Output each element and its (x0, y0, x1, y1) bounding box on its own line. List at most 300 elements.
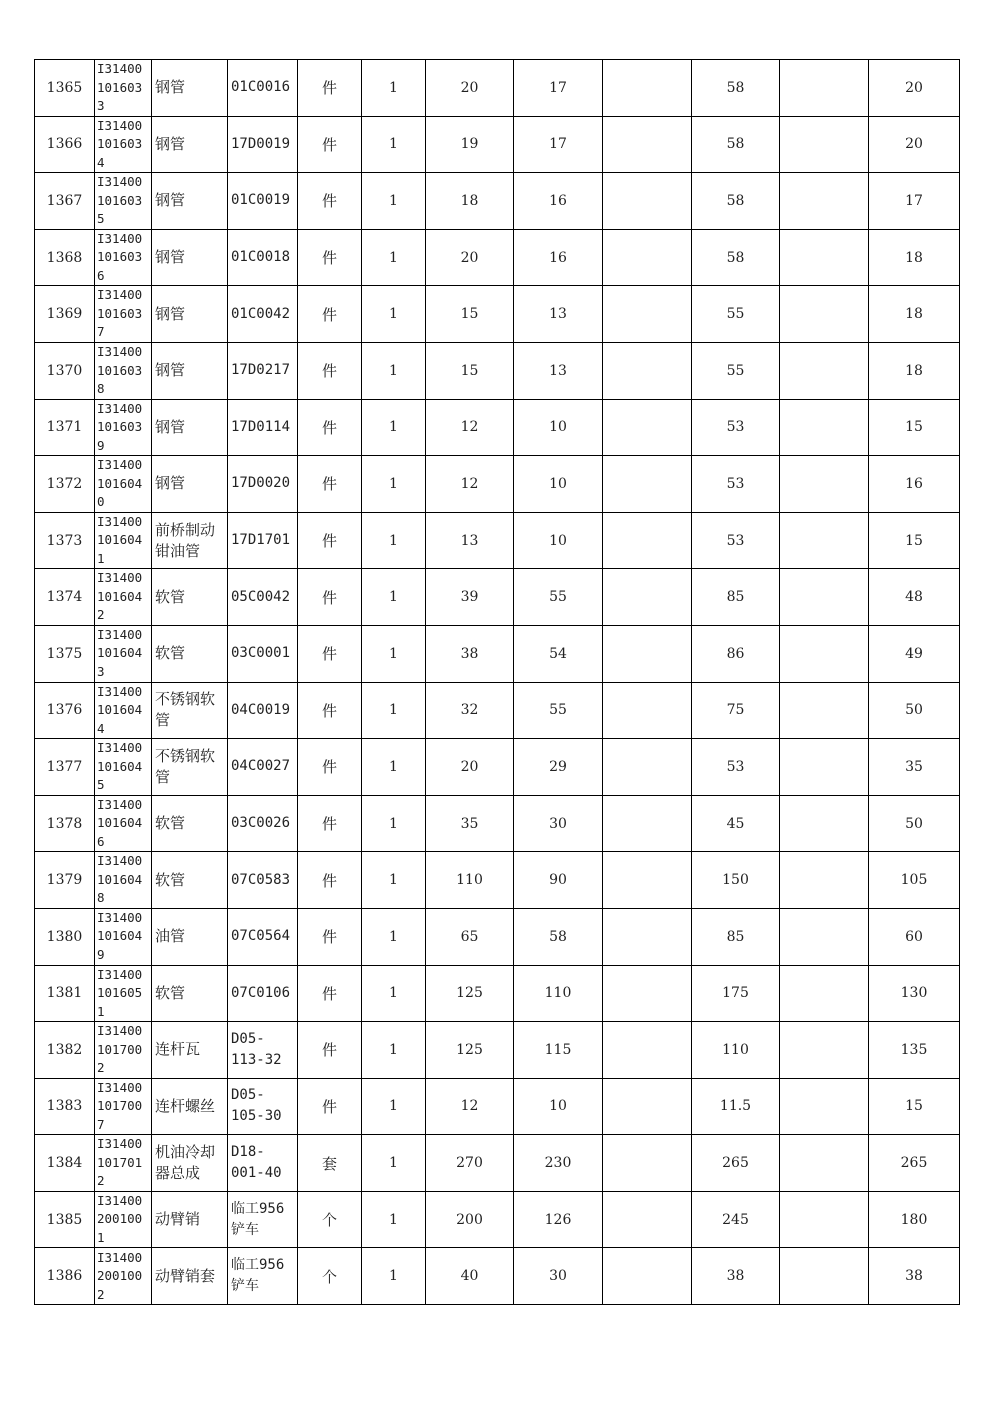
item-code-line: I31400 (97, 61, 143, 77)
cell-unit: 件 (298, 399, 362, 456)
cell-number: 1371 (35, 399, 95, 456)
cell-price-1: 15 (426, 342, 514, 399)
cell-number: 1382 (35, 1022, 95, 1079)
cell-price-1: 15 (426, 286, 514, 343)
item-code-line: 1 (97, 1003, 105, 1019)
item-code-line: 200100 (97, 1268, 143, 1284)
cell-price-2: 30 (514, 795, 603, 852)
cell-model: 07C0564 (228, 908, 298, 965)
item-code-line: 101603 (97, 192, 143, 208)
cell-item-name: 钢管 (152, 60, 228, 117)
cell-item-name: 钢管 (152, 456, 228, 513)
item-code-line: I31400 (97, 796, 143, 812)
cell-price-3 (603, 1248, 692, 1305)
cell-price-2: 58 (514, 908, 603, 965)
cell-item-name: 软管 (152, 569, 228, 626)
item-code-line: 101604 (97, 532, 143, 548)
cell-quantity: 1 (362, 852, 426, 909)
cell-price-1: 270 (426, 1135, 514, 1192)
table-row (35, 625, 960, 682)
cell-price-3 (603, 739, 692, 796)
cell-item-code (95, 173, 152, 230)
cell-number: 1376 (35, 682, 95, 739)
item-code-line: 6 (97, 833, 105, 849)
cell-price-6: 60 (869, 908, 960, 965)
item-code-line: I31400 (97, 853, 143, 869)
cell-price-4: 85 (692, 908, 780, 965)
cell-item-name: 软管 (152, 852, 228, 909)
cell-price-3 (603, 229, 692, 286)
cell-price-6: 38 (869, 1248, 960, 1305)
item-code-line: 101604 (97, 645, 143, 661)
cell-unit: 件 (298, 286, 362, 343)
table-row (35, 908, 960, 965)
item-code-line: 101603 (97, 419, 143, 435)
cell-price-6: 18 (869, 342, 960, 399)
cell-price-2: 54 (514, 625, 603, 682)
table-row (35, 116, 960, 173)
cell-number: 1377 (35, 739, 95, 796)
cell-number: 1365 (35, 60, 95, 117)
item-code-line: I31400 (97, 1023, 143, 1039)
cell-price-6: 105 (869, 852, 960, 909)
item-code-line: 2 (97, 607, 105, 623)
cell-model: 01C0018 (228, 229, 298, 286)
item-code-line: 1 (97, 1229, 105, 1245)
cell-price-6: 49 (869, 625, 960, 682)
cell-price-6: 50 (869, 682, 960, 739)
cell-item-name: 软管 (152, 965, 228, 1022)
cell-model: 04C0019 (228, 682, 298, 739)
cell-price-5 (780, 60, 869, 117)
item-code-line: I31400 (97, 1136, 143, 1152)
cell-price-5 (780, 569, 869, 626)
cell-number: 1369 (35, 286, 95, 343)
cell-price-3 (603, 1022, 692, 1079)
cell-price-6: 265 (869, 1135, 960, 1192)
cell-price-1: 12 (426, 456, 514, 513)
cell-price-4: 58 (692, 60, 780, 117)
item-code-line: I31400 (97, 174, 143, 190)
cell-item-name: 钢管 (152, 116, 228, 173)
cell-price-1: 65 (426, 908, 514, 965)
cell-price-6: 180 (869, 1191, 960, 1248)
cell-price-3 (603, 512, 692, 569)
cell-price-4: 53 (692, 512, 780, 569)
cell-model: 03C0001 (228, 625, 298, 682)
cell-unit: 件 (298, 1022, 362, 1079)
cell-number: 1379 (35, 852, 95, 909)
item-code-line: 101603 (97, 305, 143, 321)
cell-price-4: 85 (692, 569, 780, 626)
table-row (35, 739, 960, 796)
cell-quantity: 1 (362, 229, 426, 286)
cell-item-name: 钢管 (152, 399, 228, 456)
cell-unit: 件 (298, 852, 362, 909)
item-code-line: 6 (97, 267, 105, 283)
cell-price-2: 10 (514, 456, 603, 513)
cell-price-4: 38 (692, 1248, 780, 1305)
item-code-line: I31400 (97, 344, 143, 360)
table-body (35, 60, 960, 1305)
cell-price-1: 13 (426, 512, 514, 569)
item-code-line: I31400 (97, 1249, 143, 1265)
cell-item-code (95, 852, 152, 909)
cell-price-1: 38 (426, 625, 514, 682)
cell-price-6: 48 (869, 569, 960, 626)
cell-unit: 件 (298, 229, 362, 286)
cell-price-4: 55 (692, 342, 780, 399)
cell-price-6: 130 (869, 965, 960, 1022)
cell-number: 1373 (35, 512, 95, 569)
cell-price-5 (780, 1191, 869, 1248)
item-code-line: 101605 (97, 985, 143, 1001)
cell-price-6: 18 (869, 286, 960, 343)
item-code-line: I31400 (97, 1192, 143, 1208)
table-row (35, 1078, 960, 1135)
cell-price-3 (603, 795, 692, 852)
cell-number: 1375 (35, 625, 95, 682)
cell-price-4: 11.5 (692, 1078, 780, 1135)
cell-quantity: 1 (362, 739, 426, 796)
cell-price-4: 110 (692, 1022, 780, 1079)
cell-price-4: 58 (692, 173, 780, 230)
cell-item-name: 动臂销 (152, 1191, 228, 1248)
item-code-line: I31400 (97, 400, 143, 416)
cell-item-code (95, 1078, 152, 1135)
item-code-line: I31400 (97, 513, 143, 529)
table-row (35, 342, 960, 399)
item-code-line: 3 (97, 98, 105, 114)
cell-price-3 (603, 173, 692, 230)
cell-price-2: 10 (514, 1078, 603, 1135)
cell-item-code (95, 456, 152, 513)
item-code-line: 5 (97, 211, 105, 227)
cell-quantity: 1 (362, 625, 426, 682)
cell-item-code (95, 1248, 152, 1305)
cell-quantity: 1 (362, 60, 426, 117)
item-code-line: 101604 (97, 702, 143, 718)
table-row (35, 1191, 960, 1248)
cell-quantity: 1 (362, 1135, 426, 1192)
table-row (35, 286, 960, 343)
cell-number: 1381 (35, 965, 95, 1022)
cell-item-name: 钢管 (152, 229, 228, 286)
cell-quantity: 1 (362, 1078, 426, 1135)
cell-number: 1385 (35, 1191, 95, 1248)
cell-price-5 (780, 512, 869, 569)
cell-price-3 (603, 342, 692, 399)
cell-price-5 (780, 795, 869, 852)
cell-item-code (95, 1135, 152, 1192)
cell-price-3 (603, 286, 692, 343)
cell-price-1: 200 (426, 1191, 514, 1248)
cell-unit: 件 (298, 512, 362, 569)
cell-model: D05-113-32 (228, 1022, 298, 1079)
cell-model: 07C0583 (228, 852, 298, 909)
cell-price-2: 30 (514, 1248, 603, 1305)
cell-price-1: 110 (426, 852, 514, 909)
cell-model: 01C0042 (228, 286, 298, 343)
cell-item-name: 软管 (152, 625, 228, 682)
cell-price-5 (780, 229, 869, 286)
cell-price-4: 265 (692, 1135, 780, 1192)
cell-price-4: 58 (692, 116, 780, 173)
table-row (35, 229, 960, 286)
cell-number: 1370 (35, 342, 95, 399)
table-row (35, 682, 960, 739)
cell-item-code (95, 116, 152, 173)
item-code-line: 4 (97, 720, 105, 736)
cell-price-3 (603, 965, 692, 1022)
cell-item-code (95, 342, 152, 399)
cell-number: 1368 (35, 229, 95, 286)
item-code-line: I31400 (97, 117, 143, 133)
item-code-line: 101700 (97, 1041, 143, 1057)
cell-item-code (95, 908, 152, 965)
item-code-line: 200100 (97, 1211, 143, 1227)
cell-number: 1384 (35, 1135, 95, 1192)
cell-item-code (95, 795, 152, 852)
table-row (35, 1135, 960, 1192)
cell-price-1: 32 (426, 682, 514, 739)
item-code-line: 101604 (97, 758, 143, 774)
cell-price-2: 110 (514, 965, 603, 1022)
cell-price-1: 20 (426, 229, 514, 286)
cell-item-code (95, 399, 152, 456)
cell-price-2: 90 (514, 852, 603, 909)
cell-price-3 (603, 116, 692, 173)
item-code-line: 101603 (97, 79, 143, 95)
cell-unit: 个 (298, 1248, 362, 1305)
cell-price-3 (603, 456, 692, 513)
cell-quantity: 1 (362, 456, 426, 513)
item-code-line: I31400 (97, 457, 143, 473)
cell-unit: 件 (298, 569, 362, 626)
cell-item-code (95, 625, 152, 682)
cell-price-2: 13 (514, 286, 603, 343)
table-row (35, 512, 960, 569)
cell-price-5 (780, 173, 869, 230)
cell-price-5 (780, 342, 869, 399)
cell-price-4: 53 (692, 739, 780, 796)
cell-item-code (95, 1022, 152, 1079)
cell-price-5 (780, 625, 869, 682)
cell-item-code (95, 286, 152, 343)
item-code-line: 101604 (97, 588, 143, 604)
cell-price-1: 125 (426, 965, 514, 1022)
cell-price-4: 58 (692, 229, 780, 286)
cell-price-1: 20 (426, 739, 514, 796)
cell-price-3 (603, 682, 692, 739)
cell-price-4: 75 (692, 682, 780, 739)
cell-unit: 件 (298, 116, 362, 173)
item-code-line: 101603 (97, 136, 143, 152)
cell-price-5 (780, 286, 869, 343)
cell-item-code (95, 1191, 152, 1248)
cell-unit: 件 (298, 739, 362, 796)
cell-price-1: 12 (426, 1078, 514, 1135)
cell-unit: 套 (298, 1135, 362, 1192)
cell-item-code (95, 569, 152, 626)
cell-number: 1378 (35, 795, 95, 852)
cell-unit: 个 (298, 1191, 362, 1248)
cell-unit: 件 (298, 625, 362, 682)
cell-price-4: 53 (692, 399, 780, 456)
cell-price-4: 175 (692, 965, 780, 1022)
cell-item-name: 前桥制动钳油管 (152, 512, 228, 569)
cell-quantity: 1 (362, 342, 426, 399)
cell-price-6: 16 (869, 456, 960, 513)
item-code-line: I31400 (97, 1079, 143, 1095)
cell-price-4: 55 (692, 286, 780, 343)
cell-model: 17D0019 (228, 116, 298, 173)
cell-price-4: 45 (692, 795, 780, 852)
table-row (35, 399, 960, 456)
cell-model: D05-105-30 (228, 1078, 298, 1135)
cell-quantity: 1 (362, 682, 426, 739)
item-code-line: 5 (97, 777, 105, 793)
cell-price-2: 55 (514, 682, 603, 739)
cell-price-5 (780, 739, 869, 796)
cell-price-4: 245 (692, 1191, 780, 1248)
cell-unit: 件 (298, 1078, 362, 1135)
cell-price-6: 35 (869, 739, 960, 796)
cell-price-1: 125 (426, 1022, 514, 1079)
cell-item-code (95, 965, 152, 1022)
cell-model: 01C0016 (228, 60, 298, 117)
cell-model: 临工956铲车 (228, 1191, 298, 1248)
cell-quantity: 1 (362, 512, 426, 569)
item-code-line: I31400 (97, 740, 143, 756)
item-code-line: 2 (97, 1286, 105, 1302)
cell-item-code (95, 682, 152, 739)
cell-price-1: 19 (426, 116, 514, 173)
cell-price-3 (603, 569, 692, 626)
item-code-line: 101604 (97, 475, 143, 491)
cell-quantity: 1 (362, 116, 426, 173)
cell-price-4: 150 (692, 852, 780, 909)
cell-item-name: 连杆瓦 (152, 1022, 228, 1079)
cell-price-1: 18 (426, 173, 514, 230)
price-table (34, 59, 960, 1305)
cell-model: 05C0042 (228, 569, 298, 626)
cell-price-2: 230 (514, 1135, 603, 1192)
cell-item-name: 连杆螺丝 (152, 1078, 228, 1135)
table-row (35, 60, 960, 117)
cell-number: 1386 (35, 1248, 95, 1305)
cell-price-6: 135 (869, 1022, 960, 1079)
cell-price-2: 13 (514, 342, 603, 399)
cell-price-5 (780, 1022, 869, 1079)
item-code-line: 101700 (97, 1098, 143, 1114)
cell-price-6: 20 (869, 60, 960, 117)
cell-unit: 件 (298, 173, 362, 230)
cell-number: 1380 (35, 908, 95, 965)
cell-price-2: 17 (514, 116, 603, 173)
cell-price-3 (603, 1078, 692, 1135)
item-code-line: I31400 (97, 909, 143, 925)
cell-price-4: 86 (692, 625, 780, 682)
cell-unit: 件 (298, 795, 362, 852)
table-row (35, 965, 960, 1022)
cell-price-6: 15 (869, 1078, 960, 1135)
cell-price-5 (780, 1078, 869, 1135)
cell-item-name: 钢管 (152, 286, 228, 343)
cell-item-name: 动臂销套 (152, 1248, 228, 1305)
item-code-line: 3 (97, 663, 105, 679)
cell-model: D18-001-40 (228, 1135, 298, 1192)
item-code-line: 101604 (97, 928, 143, 944)
cell-item-code (95, 229, 152, 286)
item-code-line: 2 (97, 1173, 105, 1189)
cell-unit: 件 (298, 965, 362, 1022)
cell-price-1: 20 (426, 60, 514, 117)
cell-model: 01C0019 (228, 173, 298, 230)
cell-item-code (95, 739, 152, 796)
cell-price-5 (780, 1135, 869, 1192)
cell-price-6: 18 (869, 229, 960, 286)
item-code-line: I31400 (97, 570, 143, 586)
cell-price-3 (603, 399, 692, 456)
item-code-line: I31400 (97, 626, 143, 642)
table-row (35, 173, 960, 230)
item-code-line: I31400 (97, 966, 143, 982)
table-row (35, 852, 960, 909)
cell-price-2: 55 (514, 569, 603, 626)
cell-item-name: 不锈钢软管 (152, 739, 228, 796)
cell-price-5 (780, 116, 869, 173)
item-code-line: I31400 (97, 683, 143, 699)
cell-quantity: 1 (362, 1191, 426, 1248)
cell-price-6: 20 (869, 116, 960, 173)
cell-price-1: 39 (426, 569, 514, 626)
item-code-line: 8 (97, 381, 105, 397)
table-row (35, 1022, 960, 1079)
cell-number: 1367 (35, 173, 95, 230)
cell-price-2: 115 (514, 1022, 603, 1079)
item-code-line: 1 (97, 550, 105, 566)
cell-price-3 (603, 625, 692, 682)
cell-price-2: 16 (514, 229, 603, 286)
cell-item-name: 机油冷却器总成 (152, 1135, 228, 1192)
cell-model: 17D1701 (228, 512, 298, 569)
cell-unit: 件 (298, 456, 362, 513)
item-code-line: 4 (97, 154, 105, 170)
item-code-line: 101603 (97, 249, 143, 265)
cell-quantity: 1 (362, 569, 426, 626)
cell-price-2: 126 (514, 1191, 603, 1248)
cell-price-3 (603, 908, 692, 965)
cell-price-6: 15 (869, 512, 960, 569)
cell-price-2: 29 (514, 739, 603, 796)
item-code-line: 2 (97, 1060, 105, 1076)
cell-model: 04C0027 (228, 739, 298, 796)
cell-item-name: 钢管 (152, 342, 228, 399)
item-code-line: 0 (97, 494, 105, 510)
cell-price-3 (603, 1191, 692, 1248)
cell-price-1: 40 (426, 1248, 514, 1305)
cell-model: 03C0026 (228, 795, 298, 852)
cell-price-5 (780, 965, 869, 1022)
cell-price-2: 17 (514, 60, 603, 117)
item-code-line: 101701 (97, 1154, 143, 1170)
cell-price-6: 50 (869, 795, 960, 852)
cell-price-2: 10 (514, 399, 603, 456)
cell-number: 1374 (35, 569, 95, 626)
cell-item-name: 不锈钢软管 (152, 682, 228, 739)
cell-price-6: 17 (869, 173, 960, 230)
